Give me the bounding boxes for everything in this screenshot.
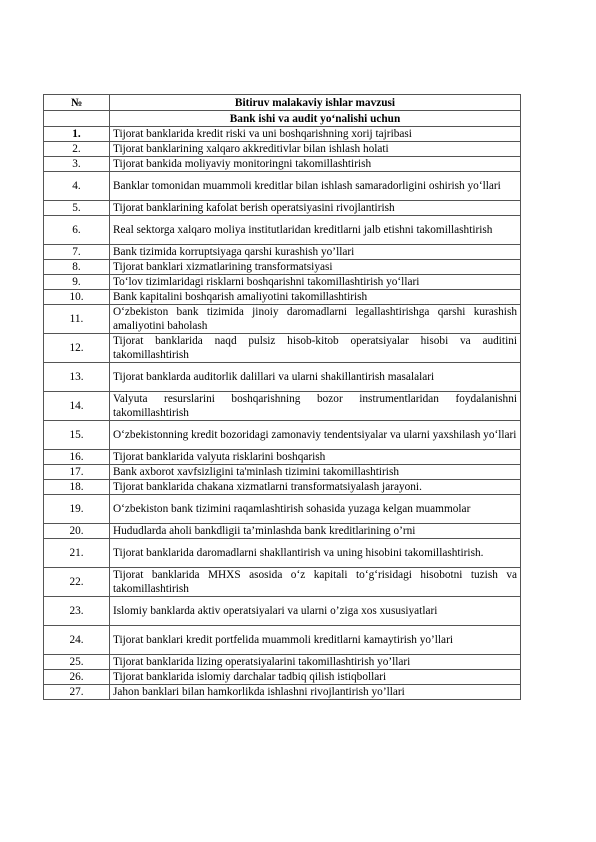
- row-topic: Jahon banklari bilan hamkorlikda ishlashni rivojlantirish yo’llari: [110, 685, 521, 700]
- table-row: [44, 539, 521, 568]
- table-subheader-row: [44, 111, 521, 127]
- table-row: [44, 157, 521, 172]
- row-topic: Tijorat banklari xizmatlarining transformatsiyasi: [110, 260, 521, 275]
- table-row: [44, 495, 521, 524]
- subheader-title: Bank ishi va audit yo‘nalishi uchun: [110, 111, 521, 127]
- row-topic: Bank axborot xavfsizligini ta'minlash tizimini takomillashtirish: [110, 465, 521, 480]
- row-topic: Tijorat banklarida daromadlarni shakllantirish va uning hisobini takomillashtirish.: [110, 539, 521, 568]
- table-header-row: [44, 95, 521, 111]
- row-number: 18.: [44, 480, 110, 495]
- table-row: [44, 201, 521, 216]
- table-row: [44, 216, 521, 245]
- table-row: [44, 392, 521, 421]
- row-topic: Tijorat bankida moliyaviy monitoringni takomillashtirish: [110, 157, 521, 172]
- table-row: [44, 465, 521, 480]
- row-number: 21.: [44, 539, 110, 568]
- row-number: 8.: [44, 260, 110, 275]
- row-number: 10.: [44, 290, 110, 305]
- row-number: 17.: [44, 465, 110, 480]
- table-row: [44, 305, 521, 334]
- row-number: 12.: [44, 334, 110, 363]
- table-row: [44, 670, 521, 685]
- table-row: [44, 142, 521, 157]
- row-topic: Tijorat banklarida chakana xizmatlarni transformatsiyalash jarayoni.: [110, 480, 521, 495]
- row-topic: To‘lov tizimlaridagi risklarni boshqarishni takomillashtirish yo‘llari: [110, 275, 521, 290]
- row-topic: O‘zbekiston bank tizimida jinoiy daromadlarni legallashtirishga qarshi kurashish amaliyotini baholash: [110, 305, 521, 334]
- row-topic: Real sektorga xalqaro moliya institutlaridan kreditlarni jalb etishni takomillashtirish: [110, 216, 521, 245]
- row-topic: Banklar tomonidan muammoli kreditlar bilan ishlash samaradorligini oshirish yo‘llari: [110, 172, 521, 201]
- row-number: 27.: [44, 685, 110, 700]
- row-topic: Tijorat banklarida islomiy darchalar tadbiq qilish istiqbollari: [110, 670, 521, 685]
- row-number: 13.: [44, 363, 110, 392]
- row-topic: Tijorat banklarining kafolat berish operatsiyasini rivojlantirish: [110, 201, 521, 216]
- row-topic: Valyuta resurslarini boshqarishning bozor instrumentlaridan foydalanishni takomillashtirish: [110, 392, 521, 421]
- table-row: [44, 127, 521, 142]
- table-row: [44, 290, 521, 305]
- row-number: 15.: [44, 421, 110, 450]
- row-number: 20.: [44, 524, 110, 539]
- row-topic: Bank tizimida korruptsiyaga qarshi kurashish yo’llari: [110, 245, 521, 260]
- row-topic: Tijorat banklarining xalqaro akkreditivlar bilan ishlash holati: [110, 142, 521, 157]
- row-number: 7.: [44, 245, 110, 260]
- row-number: 6.: [44, 216, 110, 245]
- row-number: 19.: [44, 495, 110, 524]
- table-row: [44, 450, 521, 465]
- header-title: Bitiruv malakaviy ishlar mavzusi: [110, 95, 521, 111]
- subheader-empty-cell: [44, 111, 110, 127]
- table-row: [44, 568, 521, 597]
- row-topic: Hududlarda aholi bankdligii ta’minlashda bank kreditlarining o’rni: [110, 524, 521, 539]
- header-number: №: [44, 95, 110, 111]
- row-topic: Tijorat banklarida MHXS asosida o‘z kapitali to‘g‘risidagi hisobotni tuzish va takomillashtirish: [110, 568, 521, 597]
- row-number: 5.: [44, 201, 110, 216]
- row-number: 2.: [44, 142, 110, 157]
- row-number: 22.: [44, 568, 110, 597]
- row-topic: Tijorat banklarda auditorlik dalillari va ularni shakillantirish masalalari: [110, 363, 521, 392]
- row-number: 23.: [44, 597, 110, 626]
- row-number: 11.: [44, 305, 110, 334]
- row-number: 1.: [44, 127, 110, 142]
- row-number: 14.: [44, 392, 110, 421]
- row-topic: Tijorat banklarida lizing operatsiyalarini takomillashtirish yo’llari: [110, 655, 521, 670]
- row-topic: Tijorat banklari kredit portfelida muammoli kreditlarni kamaytirish yo’llari: [110, 626, 521, 655]
- table-row: [44, 260, 521, 275]
- row-number: 25.: [44, 655, 110, 670]
- row-topic: O‘zbekistonning kredit bozoridagi zamonaviy tendentsiyalar va ularni yaxshilash yo‘llari: [110, 421, 521, 450]
- table-row: [44, 334, 521, 363]
- table-row: [44, 524, 521, 539]
- row-number: 4.: [44, 172, 110, 201]
- table-row: [44, 275, 521, 290]
- row-number: 26.: [44, 670, 110, 685]
- row-number: 3.: [44, 157, 110, 172]
- row-topic: Tijorat banklarida kredit riski va uni boshqarishning xorij tajribasi: [110, 127, 521, 142]
- table-row: [44, 597, 521, 626]
- row-topic: Bank kapitalini boshqarish amaliyotini takomillashtirish: [110, 290, 521, 305]
- table-row: [44, 245, 521, 260]
- table-row: [44, 685, 521, 700]
- table-row: [44, 655, 521, 670]
- row-number: 24.: [44, 626, 110, 655]
- row-topic: Tijorat banklarida naqd pulsiz hisob-kitob operatsiyalar hisobi va auditini takomillashtirish: [110, 334, 521, 363]
- row-topic: O‘zbekiston bank tizimini raqamlashtirish sohasida yuzaga kelgan muammolar: [110, 495, 521, 524]
- row-topic: Tijorat banklarida valyuta risklarini boshqarish: [110, 450, 521, 465]
- row-number: 9.: [44, 275, 110, 290]
- table-row: [44, 626, 521, 655]
- row-topic: Islomiy banklarda aktiv operatsiyalari va ularni o’ziga xos xususiyatlari: [110, 597, 521, 626]
- table-row: [44, 480, 521, 495]
- topics-table: [43, 94, 521, 700]
- table-row: [44, 172, 521, 201]
- table-row: [44, 421, 521, 450]
- row-number: 16.: [44, 450, 110, 465]
- table-row: [44, 363, 521, 392]
